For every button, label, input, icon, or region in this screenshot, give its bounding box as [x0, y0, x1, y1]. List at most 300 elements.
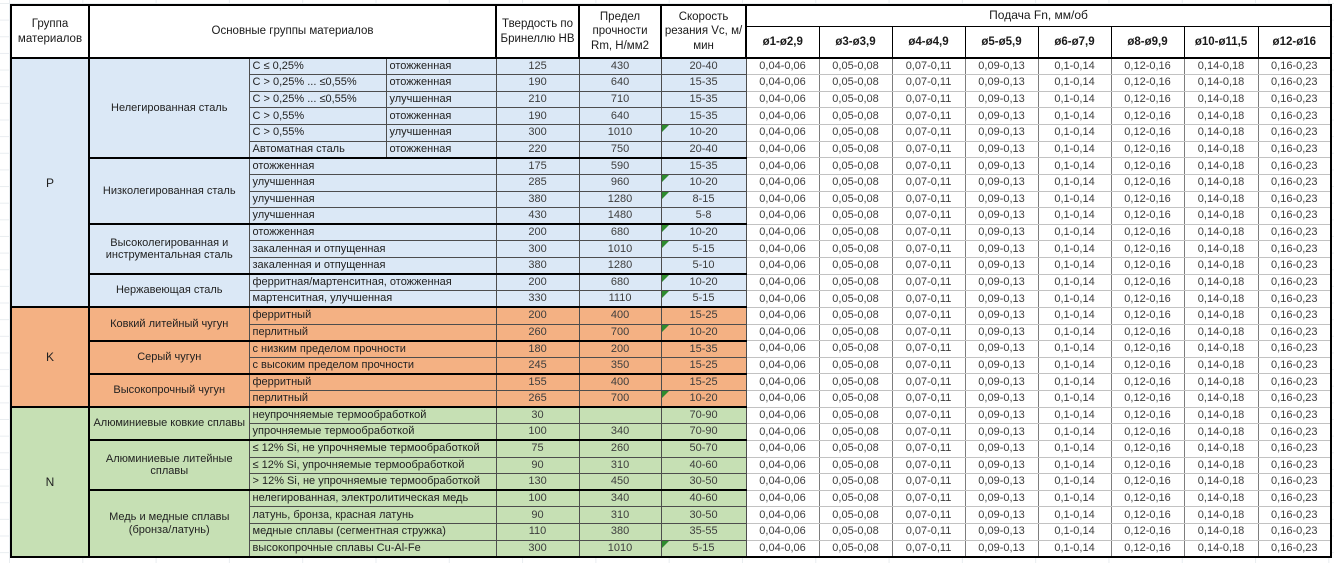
feed-col-header-5[interactable]: ø6-ø7,9: [1038, 26, 1111, 58]
feed-value-cell[interactable]: 0,14-0,18: [1184, 174, 1258, 191]
feed-value-cell[interactable]: 0,04-0,06: [746, 457, 819, 474]
hardness-column-header[interactable]: Твердость по Бринеллю HB: [496, 5, 579, 58]
feed-value-cell[interactable]: 0,1-0,14: [1038, 357, 1111, 374]
subgroup-cell[interactable]: Медь и медные сплавы (бронза/латунь): [89, 490, 249, 557]
strength-cell[interactable]: 710: [579, 91, 661, 108]
strength-cell[interactable]: 350: [579, 357, 661, 374]
material-state-cell[interactable]: отожженная: [249, 158, 496, 175]
hardness-cell[interactable]: 190: [496, 75, 579, 92]
strength-cell[interactable]: 750: [579, 141, 661, 158]
feed-value-cell[interactable]: 0,1-0,14: [1038, 208, 1111, 225]
feed-value-cell[interactable]: 0,16-0,23: [1258, 391, 1331, 408]
cutting-speed-cell[interactable]: 15-35: [661, 158, 746, 175]
hardness-cell[interactable]: 175: [496, 158, 579, 175]
feed-value-cell[interactable]: 0,14-0,18: [1184, 208, 1258, 225]
hardness-cell[interactable]: 130: [496, 474, 579, 491]
feed-value-cell[interactable]: 0,07-0,11: [892, 307, 965, 324]
strength-cell[interactable]: 960: [579, 174, 661, 191]
feed-value-cell[interactable]: 0,14-0,18: [1184, 274, 1258, 291]
cutting-speed-cell[interactable]: 5-15: [661, 540, 746, 557]
material-state-cell[interactable]: улучшенная: [386, 125, 496, 142]
cutting-speed-cell[interactable]: 8-15: [661, 191, 746, 208]
feed-value-cell[interactable]: 0,12-0,16: [1111, 224, 1184, 241]
feed-value-cell[interactable]: 0,04-0,06: [746, 241, 819, 258]
material-state-cell[interactable]: отожженная: [386, 108, 496, 125]
cutting-speed-cell[interactable]: 5-10: [661, 258, 746, 275]
feed-value-cell[interactable]: 0,05-0,08: [819, 274, 892, 291]
feed-value-cell[interactable]: 0,04-0,06: [746, 324, 819, 341]
strength-cell[interactable]: 400: [579, 374, 661, 391]
feed-value-cell[interactable]: 0,07-0,11: [892, 474, 965, 491]
cutting-speed-cell[interactable]: 30-50: [661, 507, 746, 524]
feed-value-cell[interactable]: 0,07-0,11: [892, 108, 965, 125]
feed-value-cell[interactable]: 0,12-0,16: [1111, 291, 1184, 308]
feed-value-cell[interactable]: 0,1-0,14: [1038, 91, 1111, 108]
feed-value-cell[interactable]: 0,12-0,16: [1111, 524, 1184, 541]
feed-value-cell[interactable]: 0,04-0,06: [746, 91, 819, 108]
feed-value-cell[interactable]: 0,16-0,23: [1258, 191, 1331, 208]
feed-value-cell[interactable]: 0,09-0,13: [965, 208, 1038, 225]
feed-value-cell[interactable]: 0,16-0,23: [1258, 407, 1331, 424]
cutting-speed-cell[interactable]: 10-20: [661, 224, 746, 241]
feed-value-cell[interactable]: 0,09-0,13: [965, 158, 1038, 175]
feed-value-cell[interactable]: 0,14-0,18: [1184, 241, 1258, 258]
feed-value-cell[interactable]: 0,1-0,14: [1038, 291, 1111, 308]
feed-value-cell[interactable]: 0,09-0,13: [965, 490, 1038, 507]
feed-value-cell[interactable]: 0,16-0,23: [1258, 125, 1331, 142]
hardness-cell[interactable]: 260: [496, 324, 579, 341]
feed-value-cell[interactable]: 0,1-0,14: [1038, 141, 1111, 158]
feed-value-cell[interactable]: 0,12-0,16: [1111, 357, 1184, 374]
feed-value-cell[interactable]: 0,16-0,23: [1258, 490, 1331, 507]
subgroup-cell[interactable]: Алюминиевые ковкие сплавы: [89, 407, 249, 440]
hardness-cell[interactable]: 110: [496, 524, 579, 541]
strength-cell[interactable]: 340: [579, 424, 661, 441]
material-state-cell[interactable]: медные сплавы (сегментная стружка): [249, 524, 496, 541]
strength-cell[interactable]: 450: [579, 474, 661, 491]
hardness-cell[interactable]: 30: [496, 407, 579, 424]
hardness-cell[interactable]: 200: [496, 224, 579, 241]
cutting-speed-cell[interactable]: 10-20: [661, 324, 746, 341]
feed-value-cell[interactable]: 0,14-0,18: [1184, 524, 1258, 541]
material-state-cell[interactable]: > 12% Si, не упрочняемые термообработкой: [249, 474, 496, 491]
feed-value-cell[interactable]: 0,14-0,18: [1184, 258, 1258, 275]
material-state-cell[interactable]: отожженная: [249, 224, 496, 241]
strength-cell[interactable]: 1280: [579, 258, 661, 275]
feed-value-cell[interactable]: 0,16-0,23: [1258, 440, 1331, 457]
feed-value-cell[interactable]: 0,05-0,08: [819, 324, 892, 341]
cutting-speed-cell[interactable]: 35-55: [661, 524, 746, 541]
feed-col-header-4[interactable]: ø5-ø5,9: [965, 26, 1038, 58]
feed-value-cell[interactable]: 0,16-0,23: [1258, 141, 1331, 158]
feed-value-cell[interactable]: 0,1-0,14: [1038, 191, 1111, 208]
feed-value-cell[interactable]: 0,1-0,14: [1038, 58, 1111, 75]
material-spec-cell[interactable]: C ≤ 0,25%: [249, 58, 386, 75]
subgroup-cell[interactable]: Серый чугун: [89, 341, 249, 374]
feed-value-cell[interactable]: 0,07-0,11: [892, 141, 965, 158]
feed-value-cell[interactable]: 0,16-0,23: [1258, 540, 1331, 557]
hardness-cell[interactable]: 210: [496, 91, 579, 108]
feed-value-cell[interactable]: 0,04-0,06: [746, 440, 819, 457]
feed-value-cell[interactable]: 0,04-0,06: [746, 224, 819, 241]
cutting-speed-cell[interactable]: 5-8: [661, 208, 746, 225]
feed-value-cell[interactable]: 0,05-0,08: [819, 191, 892, 208]
feed-value-cell[interactable]: 0,16-0,23: [1258, 524, 1331, 541]
hardness-cell[interactable]: 125: [496, 58, 579, 75]
feed-value-cell[interactable]: 0,05-0,08: [819, 307, 892, 324]
feed-value-cell[interactable]: 0,05-0,08: [819, 457, 892, 474]
feed-value-cell[interactable]: 0,12-0,16: [1111, 241, 1184, 258]
feed-value-cell[interactable]: 0,14-0,18: [1184, 291, 1258, 308]
material-state-cell[interactable]: нелегированная, электролитическая медь: [249, 490, 496, 507]
feed-value-cell[interactable]: 0,07-0,11: [892, 507, 965, 524]
cutting-speed-cell[interactable]: 70-90: [661, 424, 746, 441]
feed-value-cell[interactable]: 0,05-0,08: [819, 407, 892, 424]
feed-value-cell[interactable]: 0,07-0,11: [892, 224, 965, 241]
feed-value-cell[interactable]: 0,05-0,08: [819, 540, 892, 557]
feed-value-cell[interactable]: 0,1-0,14: [1038, 174, 1111, 191]
feed-value-cell[interactable]: 0,09-0,13: [965, 374, 1038, 391]
cutting-speed-cell[interactable]: 20-40: [661, 58, 746, 75]
strength-column-header[interactable]: Предел прочности Rm, Н/мм2: [579, 5, 661, 58]
feed-value-cell[interactable]: 0,05-0,08: [819, 241, 892, 258]
feed-value-cell[interactable]: 0,04-0,06: [746, 125, 819, 142]
feed-value-cell[interactable]: 0,04-0,06: [746, 174, 819, 191]
feed-value-cell[interactable]: 0,09-0,13: [965, 174, 1038, 191]
material-spec-cell[interactable]: Автоматная сталь: [249, 141, 386, 158]
feed-value-cell[interactable]: 0,1-0,14: [1038, 407, 1111, 424]
feed-value-cell[interactable]: 0,07-0,11: [892, 125, 965, 142]
feed-value-cell[interactable]: 0,09-0,13: [965, 75, 1038, 92]
feed-value-cell[interactable]: 0,07-0,11: [892, 341, 965, 358]
feed-value-cell[interactable]: 0,09-0,13: [965, 274, 1038, 291]
material-state-cell[interactable]: перлитный: [249, 391, 496, 408]
feed-value-cell[interactable]: 0,09-0,13: [965, 507, 1038, 524]
feed-value-cell[interactable]: 0,14-0,18: [1184, 141, 1258, 158]
feed-value-cell[interactable]: 0,12-0,16: [1111, 141, 1184, 158]
feed-value-cell[interactable]: 0,14-0,18: [1184, 474, 1258, 491]
hardness-cell[interactable]: 155: [496, 374, 579, 391]
cutting-speed-cell[interactable]: 15-25: [661, 357, 746, 374]
strength-cell[interactable]: 200: [579, 341, 661, 358]
feed-value-cell[interactable]: 0,16-0,23: [1258, 474, 1331, 491]
cutting-speed-cell[interactable]: 20-40: [661, 141, 746, 158]
material-state-cell[interactable]: отожженная: [386, 58, 496, 75]
feed-value-cell[interactable]: 0,1-0,14: [1038, 507, 1111, 524]
feed-value-cell[interactable]: 0,12-0,16: [1111, 540, 1184, 557]
material-state-cell[interactable]: закаленная и отпущенная: [249, 241, 496, 258]
feed-value-cell[interactable]: 0,14-0,18: [1184, 457, 1258, 474]
hardness-cell[interactable]: 200: [496, 274, 579, 291]
feed-value-cell[interactable]: 0,14-0,18: [1184, 125, 1258, 142]
feed-value-cell[interactable]: 0,16-0,23: [1258, 457, 1331, 474]
feed-value-cell[interactable]: 0,09-0,13: [965, 58, 1038, 75]
feed-value-cell[interactable]: 0,09-0,13: [965, 391, 1038, 408]
feed-value-cell[interactable]: 0,09-0,13: [965, 324, 1038, 341]
feed-value-cell[interactable]: 0,14-0,18: [1184, 224, 1258, 241]
feed-value-cell[interactable]: 0,05-0,08: [819, 258, 892, 275]
feed-value-cell[interactable]: 0,09-0,13: [965, 241, 1038, 258]
main-groups-column-header[interactable]: Основные группы материалов: [89, 5, 496, 58]
hardness-cell[interactable]: 75: [496, 440, 579, 457]
feed-value-cell[interactable]: 0,12-0,16: [1111, 457, 1184, 474]
feed-value-cell[interactable]: 0,07-0,11: [892, 75, 965, 92]
feed-value-cell[interactable]: 0,05-0,08: [819, 490, 892, 507]
strength-cell[interactable]: 590: [579, 158, 661, 175]
feed-value-cell[interactable]: 0,07-0,11: [892, 291, 965, 308]
feed-value-cell[interactable]: 0,12-0,16: [1111, 374, 1184, 391]
material-state-cell[interactable]: улучшенная: [249, 208, 496, 225]
material-spec-cell[interactable]: C > 0,25% ... ≤0,55%: [249, 91, 386, 108]
material-state-cell[interactable]: мартенситная, улучшенная: [249, 291, 496, 308]
strength-cell[interactable]: [579, 407, 661, 424]
feed-value-cell[interactable]: 0,07-0,11: [892, 407, 965, 424]
feed-value-cell[interactable]: 0,1-0,14: [1038, 440, 1111, 457]
feed-value-cell[interactable]: 0,1-0,14: [1038, 457, 1111, 474]
material-spec-cell[interactable]: C > 0,55%: [249, 108, 386, 125]
feed-value-cell[interactable]: 0,09-0,13: [965, 440, 1038, 457]
feed-value-cell[interactable]: 0,09-0,13: [965, 141, 1038, 158]
feed-value-cell[interactable]: 0,07-0,11: [892, 457, 965, 474]
cutting-speed-cell[interactable]: 10-20: [661, 125, 746, 142]
cutting-speed-cell[interactable]: 5-15: [661, 291, 746, 308]
feed-value-cell[interactable]: 0,12-0,16: [1111, 507, 1184, 524]
strength-cell[interactable]: 1280: [579, 191, 661, 208]
feed-value-cell[interactable]: 0,1-0,14: [1038, 374, 1111, 391]
feed-value-cell[interactable]: 0,16-0,23: [1258, 58, 1331, 75]
strength-cell[interactable]: 640: [579, 75, 661, 92]
cutting-speed-cell[interactable]: 15-35: [661, 75, 746, 92]
cutting-speed-cell[interactable]: 40-60: [661, 457, 746, 474]
feed-value-cell[interactable]: 0,07-0,11: [892, 208, 965, 225]
hardness-cell[interactable]: 330: [496, 291, 579, 308]
strength-cell[interactable]: 340: [579, 490, 661, 507]
feed-value-cell[interactable]: 0,14-0,18: [1184, 507, 1258, 524]
feed-value-cell[interactable]: 0,1-0,14: [1038, 125, 1111, 142]
cutting-speed-cell[interactable]: 70-90: [661, 407, 746, 424]
cutting-speed-cell[interactable]: 50-70: [661, 440, 746, 457]
feed-value-cell[interactable]: 0,12-0,16: [1111, 407, 1184, 424]
group-column-header[interactable]: Группа материалов: [11, 5, 89, 58]
feed-value-cell[interactable]: 0,05-0,08: [819, 374, 892, 391]
feed-value-cell[interactable]: 0,05-0,08: [819, 91, 892, 108]
material-state-cell[interactable]: с высоким пределом прочности: [249, 357, 496, 374]
feed-value-cell[interactable]: 0,04-0,06: [746, 191, 819, 208]
feed-value-cell[interactable]: 0,12-0,16: [1111, 208, 1184, 225]
group-cell[interactable]: K: [11, 307, 89, 407]
hardness-cell[interactable]: 300: [496, 125, 579, 142]
feed-value-cell[interactable]: 0,16-0,23: [1258, 258, 1331, 275]
feed-value-cell[interactable]: 0,12-0,16: [1111, 474, 1184, 491]
feed-value-cell[interactable]: 0,09-0,13: [965, 91, 1038, 108]
feed-value-cell[interactable]: 0,07-0,11: [892, 58, 965, 75]
feed-value-cell[interactable]: 0,05-0,08: [819, 391, 892, 408]
feed-value-cell[interactable]: 0,07-0,11: [892, 357, 965, 374]
feed-value-cell[interactable]: 0,16-0,23: [1258, 341, 1331, 358]
feed-value-cell[interactable]: 0,14-0,18: [1184, 490, 1258, 507]
material-state-cell[interactable]: ферритный: [249, 374, 496, 391]
feed-value-cell[interactable]: 0,04-0,06: [746, 407, 819, 424]
hardness-cell[interactable]: 100: [496, 490, 579, 507]
cutting-speed-cell[interactable]: 15-35: [661, 108, 746, 125]
material-state-cell[interactable]: ≤ 12% Si, упрочняемые термообработкой: [249, 457, 496, 474]
strength-cell[interactable]: 260: [579, 440, 661, 457]
feed-value-cell[interactable]: 0,12-0,16: [1111, 307, 1184, 324]
feed-value-cell[interactable]: 0,09-0,13: [965, 258, 1038, 275]
feed-value-cell[interactable]: 0,07-0,11: [892, 391, 965, 408]
strength-cell[interactable]: 1010: [579, 125, 661, 142]
feed-value-cell[interactable]: 0,07-0,11: [892, 274, 965, 291]
feed-value-cell[interactable]: 0,1-0,14: [1038, 274, 1111, 291]
feed-value-cell[interactable]: 0,09-0,13: [965, 457, 1038, 474]
feed-value-cell[interactable]: 0,1-0,14: [1038, 324, 1111, 341]
feed-col-header-6[interactable]: ø8-ø9,9: [1111, 26, 1184, 58]
feed-value-cell[interactable]: 0,04-0,06: [746, 357, 819, 374]
feed-value-cell[interactable]: 0,09-0,13: [965, 357, 1038, 374]
feed-value-cell[interactable]: 0,05-0,08: [819, 158, 892, 175]
feed-value-cell[interactable]: 0,14-0,18: [1184, 307, 1258, 324]
feed-value-cell[interactable]: 0,07-0,11: [892, 158, 965, 175]
feed-value-cell[interactable]: 0,14-0,18: [1184, 440, 1258, 457]
feed-value-cell[interactable]: 0,09-0,13: [965, 224, 1038, 241]
feed-value-cell[interactable]: 0,12-0,16: [1111, 191, 1184, 208]
feed-value-cell[interactable]: 0,04-0,06: [746, 108, 819, 125]
subgroup-cell[interactable]: Алюминиевые литейные сплавы: [89, 440, 249, 490]
feed-value-cell[interactable]: 0,05-0,08: [819, 357, 892, 374]
subgroup-cell[interactable]: Нержавеющая сталь: [89, 274, 249, 307]
feed-value-cell[interactable]: 0,1-0,14: [1038, 474, 1111, 491]
strength-cell[interactable]: 380: [579, 524, 661, 541]
feed-value-cell[interactable]: 0,16-0,23: [1258, 91, 1331, 108]
feed-value-cell[interactable]: 0,05-0,08: [819, 424, 892, 441]
cutting-speed-cell[interactable]: 15-35: [661, 341, 746, 358]
feed-value-cell[interactable]: 0,07-0,11: [892, 524, 965, 541]
feed-value-cell[interactable]: 0,16-0,23: [1258, 158, 1331, 175]
strength-cell[interactable]: 640: [579, 108, 661, 125]
feed-value-cell[interactable]: 0,05-0,08: [819, 208, 892, 225]
material-spec-cell[interactable]: C > 0,25% ... ≤0,55%: [249, 75, 386, 92]
feed-value-cell[interactable]: 0,04-0,06: [746, 490, 819, 507]
feed-value-cell[interactable]: 0,1-0,14: [1038, 391, 1111, 408]
material-state-cell[interactable]: с низким пределом прочности: [249, 341, 496, 358]
feed-value-cell[interactable]: 0,07-0,11: [892, 241, 965, 258]
feed-title-cell[interactable]: Подача Fn, мм/об: [746, 5, 1331, 26]
feed-value-cell[interactable]: 0,14-0,18: [1184, 391, 1258, 408]
cutting-speed-cell[interactable]: 15-25: [661, 307, 746, 324]
strength-cell[interactable]: 680: [579, 274, 661, 291]
material-state-cell[interactable]: ≤ 12% Si, не упрочняемые термообработкой: [249, 440, 496, 457]
material-state-cell[interactable]: перлитный: [249, 324, 496, 341]
feed-col-header-8[interactable]: ø12-ø16: [1258, 26, 1331, 58]
feed-value-cell[interactable]: 0,07-0,11: [892, 174, 965, 191]
material-state-cell[interactable]: закаленная и отпущенная: [249, 258, 496, 275]
subgroup-cell[interactable]: Нелегированная сталь: [89, 58, 249, 158]
material-spec-cell[interactable]: C > 0,55%: [249, 125, 386, 142]
feed-value-cell[interactable]: 0,12-0,16: [1111, 391, 1184, 408]
hardness-cell[interactable]: 220: [496, 141, 579, 158]
feed-value-cell[interactable]: 0,04-0,06: [746, 307, 819, 324]
material-state-cell[interactable]: высокопрочные сплавы Cu-Al-Fe: [249, 540, 496, 557]
feed-col-header-1[interactable]: ø1-ø2,9: [746, 26, 819, 58]
hardness-cell[interactable]: 100: [496, 424, 579, 441]
feed-value-cell[interactable]: 0,04-0,06: [746, 291, 819, 308]
feed-value-cell[interactable]: 0,09-0,13: [965, 424, 1038, 441]
feed-value-cell[interactable]: 0,04-0,06: [746, 507, 819, 524]
feed-value-cell[interactable]: 0,05-0,08: [819, 174, 892, 191]
feed-value-cell[interactable]: 0,1-0,14: [1038, 258, 1111, 275]
cutting-speed-cell[interactable]: 10-20: [661, 391, 746, 408]
feed-value-cell[interactable]: 0,14-0,18: [1184, 324, 1258, 341]
feed-value-cell[interactable]: 0,04-0,06: [746, 540, 819, 557]
feed-value-cell[interactable]: 0,14-0,18: [1184, 424, 1258, 441]
feed-value-cell[interactable]: 0,16-0,23: [1258, 274, 1331, 291]
feed-value-cell[interactable]: 0,12-0,16: [1111, 341, 1184, 358]
feed-value-cell[interactable]: 0,05-0,08: [819, 440, 892, 457]
feed-value-cell[interactable]: 0,16-0,23: [1258, 291, 1331, 308]
feed-value-cell[interactable]: 0,04-0,06: [746, 141, 819, 158]
feed-col-header-7[interactable]: ø10-ø11,5: [1184, 26, 1258, 58]
feed-value-cell[interactable]: 0,16-0,23: [1258, 241, 1331, 258]
feed-value-cell[interactable]: 0,09-0,13: [965, 108, 1038, 125]
feed-value-cell[interactable]: 0,16-0,23: [1258, 324, 1331, 341]
feed-value-cell[interactable]: 0,12-0,16: [1111, 75, 1184, 92]
strength-cell[interactable]: 1480: [579, 208, 661, 225]
feed-value-cell[interactable]: 0,05-0,08: [819, 224, 892, 241]
feed-value-cell[interactable]: 0,16-0,23: [1258, 374, 1331, 391]
feed-value-cell[interactable]: 0,1-0,14: [1038, 75, 1111, 92]
feed-value-cell[interactable]: 0,16-0,23: [1258, 307, 1331, 324]
feed-value-cell[interactable]: 0,16-0,23: [1258, 208, 1331, 225]
feed-value-cell[interactable]: 0,14-0,18: [1184, 91, 1258, 108]
material-state-cell[interactable]: отожженная: [386, 141, 496, 158]
feed-value-cell[interactable]: 0,12-0,16: [1111, 424, 1184, 441]
feed-value-cell[interactable]: 0,07-0,11: [892, 258, 965, 275]
feed-value-cell[interactable]: 0,1-0,14: [1038, 307, 1111, 324]
feed-value-cell[interactable]: 0,09-0,13: [965, 407, 1038, 424]
hardness-cell[interactable]: 265: [496, 391, 579, 408]
feed-value-cell[interactable]: 0,07-0,11: [892, 324, 965, 341]
feed-value-cell[interactable]: 0,09-0,13: [965, 125, 1038, 142]
strength-cell[interactable]: 1010: [579, 241, 661, 258]
strength-cell[interactable]: 400: [579, 307, 661, 324]
feed-value-cell[interactable]: 0,05-0,08: [819, 507, 892, 524]
feed-value-cell[interactable]: 0,16-0,23: [1258, 108, 1331, 125]
feed-value-cell[interactable]: 0,16-0,23: [1258, 75, 1331, 92]
feed-value-cell[interactable]: 0,14-0,18: [1184, 374, 1258, 391]
strength-cell[interactable]: 700: [579, 391, 661, 408]
speed-column-header[interactable]: Скорость резания Vc, м/мин: [661, 5, 746, 58]
hardness-cell[interactable]: 200: [496, 307, 579, 324]
strength-cell[interactable]: 430: [579, 58, 661, 75]
feed-value-cell[interactable]: 0,05-0,08: [819, 291, 892, 308]
feed-value-cell[interactable]: 0,05-0,08: [819, 141, 892, 158]
strength-cell[interactable]: 1010: [579, 540, 661, 557]
feed-value-cell[interactable]: 0,05-0,08: [819, 474, 892, 491]
feed-value-cell[interactable]: 0,07-0,11: [892, 91, 965, 108]
feed-value-cell[interactable]: 0,12-0,16: [1111, 274, 1184, 291]
strength-cell[interactable]: 310: [579, 507, 661, 524]
feed-value-cell[interactable]: 0,14-0,18: [1184, 357, 1258, 374]
cutting-speed-cell[interactable]: 15-35: [661, 91, 746, 108]
feed-value-cell[interactable]: 0,12-0,16: [1111, 58, 1184, 75]
feed-value-cell[interactable]: 0,16-0,23: [1258, 507, 1331, 524]
hardness-cell[interactable]: 245: [496, 357, 579, 374]
feed-col-header-3[interactable]: ø4-ø4,9: [892, 26, 965, 58]
hardness-cell[interactable]: 285: [496, 174, 579, 191]
cutting-speed-cell[interactable]: 15-25: [661, 374, 746, 391]
hardness-cell[interactable]: 300: [496, 540, 579, 557]
feed-value-cell[interactable]: 0,1-0,14: [1038, 224, 1111, 241]
